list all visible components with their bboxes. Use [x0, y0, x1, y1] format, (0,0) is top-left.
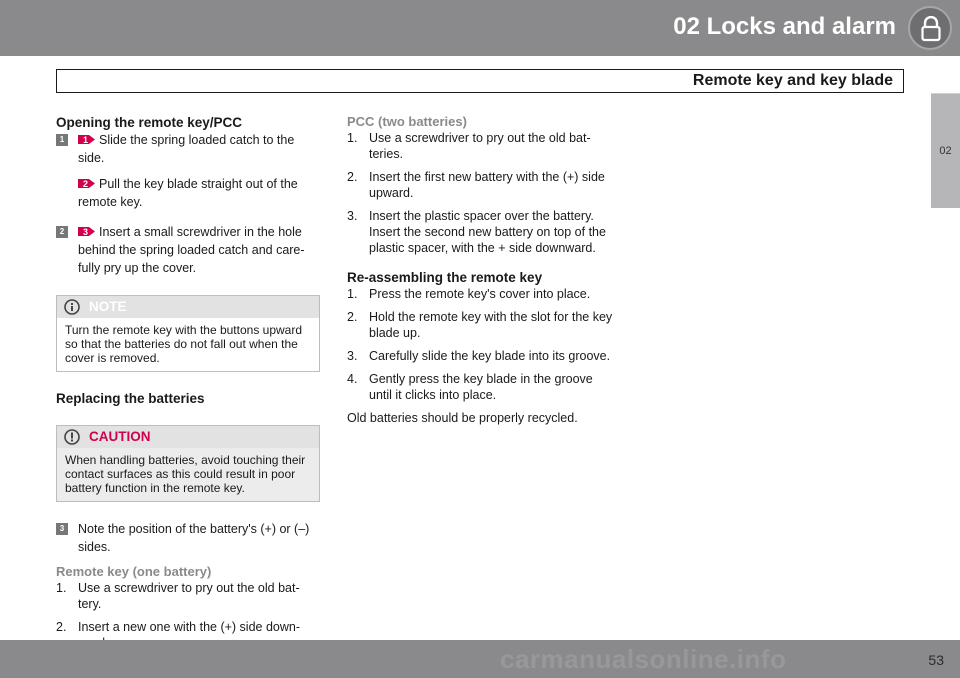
step-3-text: Note the position of the battery's (+) or (–) sides.: [78, 522, 310, 554]
section-title: Remote key and key blade: [692, 72, 893, 89]
caution-header: [57, 426, 319, 448]
recycle-text: Old batteries should be properly recycled.: [347, 411, 578, 425]
step-1b-label: Pull the key blade straight out of the remote key.: [78, 177, 298, 209]
step-marker: 2: [56, 226, 68, 238]
step-2-label: Insert a small screwdriver in the hole behind the spring loaded catch and care-fully pry up the cover.: [78, 225, 305, 275]
one-battery-heading: Remote key (one battery): [56, 564, 212, 579]
list-item: 2. Insert the first new battery with the (+) side upward.: [347, 170, 605, 200]
list-item: 1. Use a screwdriver to pry out the old bat-tery.: [56, 581, 300, 611]
list-item: 2. Hold the remote key with the slot for the key blade up.: [347, 310, 613, 340]
arrow-1-label: 1: [83, 135, 89, 145]
pcc-steps: [347, 130, 615, 256]
list-item: 4. Gently press the key blade in the groove until it clicks into place.: [347, 372, 593, 402]
step-1: [56, 131, 320, 211]
list-item: 3. Carefully slide the key blade into its groove.: [347, 349, 611, 363]
warning-icon: [63, 429, 81, 445]
reassembling-steps: [347, 286, 615, 403]
caution-title: CAUTION: [89, 429, 151, 444]
caution-body: When handling batteries, avoid touching their contact surfaces as this could result in poor battery function in the remote key.: [65, 453, 306, 495]
step-marker: 3: [56, 523, 68, 535]
step-2-text: [78, 223, 320, 277]
list-item: 1. Press the remote key's cover into place.: [347, 287, 591, 301]
arrow-3-icon: [78, 225, 96, 238]
step-1b-text: [78, 175, 320, 211]
padlock-icon: [908, 6, 952, 50]
opening-heading: Opening the remote key/PCC: [56, 115, 243, 130]
note-box: [56, 295, 320, 372]
arrow-2-icon: [78, 177, 96, 190]
arrow-1-icon: [78, 133, 96, 146]
note-header: [57, 296, 319, 318]
section-title-box: [56, 69, 904, 93]
list-item: 3. Insert the plastic spacer over the battery. Insert the second new battery on top of the plastic spacer, with the + side downward.: [347, 209, 606, 255]
right-column: [347, 114, 615, 426]
page-number: 53: [928, 652, 944, 668]
arrow-3-label: 3: [83, 227, 89, 237]
chapter-side-tab: [931, 93, 960, 208]
note-title: NOTE: [89, 299, 127, 314]
note-body: Turn the remote key with the buttons upward so that the batteries do not fall out when the cover is removed.: [65, 323, 303, 365]
footer-bar: [0, 640, 960, 678]
list-item: 1. Use a screwdriver to pry out the old bat-teries.: [347, 131, 591, 161]
step-1a-label: Slide the spring loaded catch to the side.: [78, 133, 295, 165]
step-2: [56, 223, 320, 277]
watermark: carmanualsonline.info: [500, 644, 787, 674]
arrow-2-label: 2: [83, 179, 89, 189]
info-icon: [63, 299, 81, 315]
pcc-heading: PCC (two batteries): [347, 114, 467, 129]
step-1a-text: [78, 131, 320, 167]
step-marker: 1: [56, 134, 68, 146]
header-bar: [0, 0, 960, 56]
step-3: [56, 520, 320, 556]
reassembling-heading: Re-assembling the remote key: [347, 270, 543, 285]
side-tab-label: 02: [939, 145, 952, 157]
left-column: [56, 114, 320, 658]
list-item: 2. Insert a new one with the (+) side down-: [56, 620, 300, 634]
chapter-title: 02 Locks and alarm: [673, 13, 896, 40]
caution-box: [56, 425, 320, 502]
replacing-heading: Replacing the batteries: [56, 391, 205, 406]
